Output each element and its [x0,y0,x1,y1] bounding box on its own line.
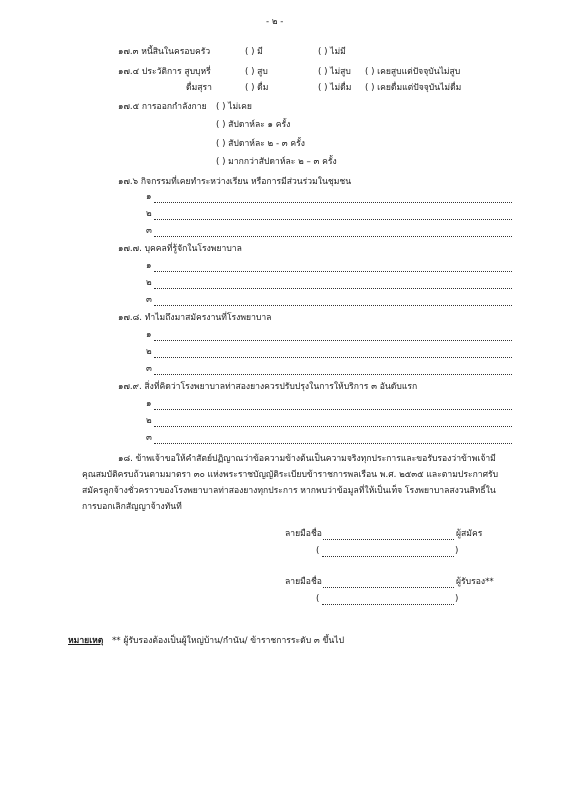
note-label: หมายเหตุ [68,636,104,646]
applicant-role: ผู้สมัคร [456,529,483,539]
improvement-line-2[interactable] [154,426,512,427]
reason-line-2[interactable] [154,357,512,358]
smoke-option-yes[interactable]: ( ) สูบ [245,67,268,77]
exercise-option-never[interactable]: ( ) ไม่เคย [216,102,252,112]
declaration-line-1: ๑๘. ข้าพเจ้าขอให้คำสัตย์ปฏิญาณว่าข้อความข้างต้นเป็นความจริงทุกประการและขอรับรองว่าข้าพเจ้ามี [118,454,496,464]
activities-line-1[interactable] [154,202,512,203]
acquaintance-num-1: ๑ [146,261,152,271]
certifier-role: ผู้รับรอง** [456,577,494,587]
reason-label: ๑๗.๘. ทำไมถึงมาสมัครงานที่โรงพยาบาล [118,313,272,323]
drink-label: ดื่มสุรา [186,83,212,93]
habits-label: ๑๗.๔ ประวัติการ สูบบุหรี่ [118,67,211,77]
improvement-line-1[interactable] [154,409,512,410]
drink-option-no[interactable]: ( ) ไม่ดื่ม [318,83,352,93]
acquaintance-line-2[interactable] [154,288,512,289]
activities-label: ๑๗.๖ กิจกรรมที่เคยทำระหว่างเรียน หรือการมีส่วนร่วมในชุมชน [118,177,352,187]
reason-num-1: ๑ [146,330,152,340]
exercise-option-more[interactable]: ( ) มากกว่าสัปดาห์ละ ๒ – ๓ ครั้ง [216,157,337,167]
declaration-line-4: การบอกเลิกสัญญาจ้างทันที [82,502,182,512]
certifier-name-paren-close: ) [455,594,459,604]
activities-num-3: ๓ [146,226,152,236]
applicant-sign-label: ลายมือชื่อ [285,529,322,539]
page-number: - ๒ - [266,17,284,27]
certifier-sign-label: ลายมือชื่อ [285,577,322,587]
smoke-option-quit[interactable]: ( ) เคยสูบแต่ปัจจุบันไม่สูบ [365,67,461,77]
applicant-name-line[interactable] [322,556,454,557]
improvement-num-2: ๒ [146,416,152,426]
certifier-name-line[interactable] [322,604,454,605]
acquaintance-line-1[interactable] [154,271,512,272]
debt-label: ๑๗.๓ หนี้สินในครอบครัว [118,47,211,57]
note-text: ** ผู้รับรองต้องเป็นผู้ใหญ่บ้าน/กำนัน/ ข้าราชการระดับ ๓ ขึ้นไป [112,636,345,646]
certifier-sign-line[interactable] [323,587,454,588]
debt-option-no[interactable]: ( ) ไม่มี [318,47,346,57]
activities-line-2[interactable] [154,219,512,220]
exercise-option-2-3[interactable]: ( ) สัปดาห์ละ ๒ - ๓ ครั้ง [216,139,305,149]
exercise-label: ๑๗.๕ การออกกำลังกาย [118,102,207,112]
declaration-line-2: คุณสมบัติครบถ้วนตามมาตรา ๓๐ แห่งพระราชบัญญัติระเบียบข้าราชการพลเรือน พ.ศ. ๒๕๓๕ และตามประกาศรับ [82,470,499,480]
reason-line-3[interactable] [154,374,512,375]
acquaintance-num-2: ๒ [146,278,152,288]
activities-line-3[interactable] [154,236,512,237]
reason-num-2: ๒ [146,347,152,357]
certifier-name-paren-open: ( [316,594,320,604]
exercise-option-once[interactable]: ( ) สัปดาห์ละ ๑ ครั้ง [216,120,291,130]
acquaintance-line-3[interactable] [154,305,512,306]
applicant-name-paren-close: ) [455,546,459,556]
applicant-name-paren-open: ( [316,546,320,556]
improvement-num-3: ๓ [146,433,152,443]
reason-line-1[interactable] [154,340,512,341]
activities-num-2: ๒ [146,209,152,219]
debt-option-yes[interactable]: ( ) มี [245,47,263,57]
improvement-label: ๑๗.๙. สิ่งที่คิดว่าโรงพยาบาลท่าสองยางควรปรับปรุงในการให้บริการ ๓ อันดับแรก [118,382,418,392]
declaration-line-3: สมัครลูกจ้างชั่วคราวของโรงพยาบาลท่าสองยางทุกประการ หากพบว่าข้อมูลที่ให้เป็นเท็จ โรงพยาบาลสงวนสิทธิ์ใน [82,486,496,496]
drink-option-quit[interactable]: ( ) เคยดื่มแต่ปัจจุบันไม่ดื่ม [365,83,462,93]
acquaintance-label: ๑๗.๗. บุคคลที่รู้จักในโรงพยาบาล [118,244,242,254]
drink-option-yes[interactable]: ( ) ดื่ม [245,83,269,93]
reason-num-3: ๓ [146,364,152,374]
activities-num-1: ๑ [146,192,152,202]
improvement-line-3[interactable] [154,443,512,444]
improvement-num-1: ๑ [146,399,152,409]
smoke-option-no[interactable]: ( ) ไม่สูบ [318,67,351,77]
applicant-sign-line[interactable] [323,539,454,540]
acquaintance-num-3: ๓ [146,295,152,305]
